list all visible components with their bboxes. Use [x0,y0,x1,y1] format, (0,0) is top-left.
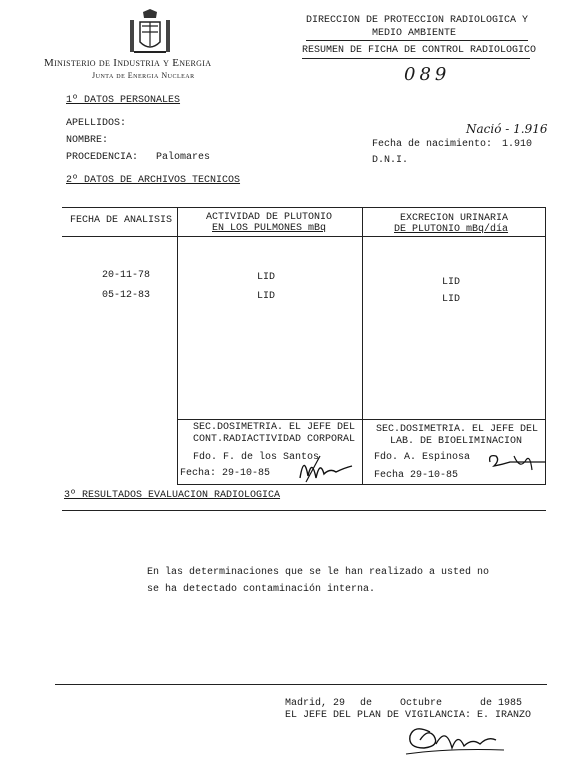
table-row-2-urine: LID [442,294,461,305]
dni-label: D.N.I. [372,155,409,166]
signature-right-mark [484,450,550,476]
ministry-name: Ministerio de Industria y Energia [44,57,212,69]
table-row-1-urine: LID [442,277,461,288]
signature-right-title-2: LAB. DE BIOELIMINACION [390,436,523,447]
footer-de-1: de [360,698,373,709]
section-technical-title: 2º DATOS DE ARCHIVOS TECNICOS [66,175,241,186]
agency-name: Junta de Energia Nuclear [92,71,195,80]
signature-left-name: Fdo. F. de los Santos [193,452,320,463]
handwritten-birth-note: Nació - 1.916 [466,122,548,136]
handwritten-file-number: 089 [404,64,451,85]
signature-right-name: Fdo. A. Espinosa [374,452,471,463]
signature-left-title-1: SEC.DOSIMETRIA. EL JEFE DEL [193,422,356,433]
footer-month: Octubre [400,698,443,709]
section-personal-title: 1º DATOS PERSONALES [66,95,181,106]
nombre-label: NOMBRE: [66,135,109,146]
column-header-lung-line2: EN LOS PULMONES mBq [212,223,327,234]
procedencia-value: Palomares [156,152,211,163]
footer-signer: EL JEFE DEL PLAN DE VIGILANCIA: E. IRANZO [285,710,532,721]
column-header-urine-line2: DE PLUTONIO mBq/día [394,224,509,235]
apellidos-label: APELLIDOS: [66,118,127,129]
table-row-2-lung: LID [257,291,276,302]
signature-left-date: Fecha: 29-10-85 [180,468,271,479]
footer-year: de 1985 [480,698,523,709]
results-text-line-2: se ha detectado contaminación interna. [147,584,376,595]
table-row-1-lung: LID [257,272,276,283]
table-row-1-date: 20-11-78 [102,270,151,281]
section-results-title: 3º RESULTADOS EVALUACION RADIOLOGICA [64,490,281,501]
direction-line-2: MEDIO AMBIENTE [372,28,457,39]
column-header-urine-line1: EXCRECION URINARIA [400,213,509,224]
table-row-2-date: 05-12-83 [102,290,151,301]
signature-right-title-1: SEC.DOSIMETRIA. EL JEFE DEL [376,424,539,435]
direction-line-1: DIRECCION DE PROTECCION RADIOLOGICA Y [306,15,529,26]
coat-of-arms-icon [128,8,172,58]
signature-left-title-2: CONT.RADIACTIVIDAD CORPORAL [193,434,356,445]
form-title: RESUMEN DE FICHA DE CONTROL RADIOLOGICO [302,45,537,56]
signature-right-date: Fecha 29-10-85 [374,470,459,481]
results-text-line-1: En las determinaciones que se le han realizado a usted no [147,567,490,578]
column-header-lung-line1: ACTIVIDAD DE PLUTONIO [206,212,333,223]
birth-date-label: Fecha de nacimiento: [372,139,493,150]
footer-place: Madrid, 29 [285,698,346,709]
footer-signature-mark [400,718,510,762]
procedencia-label: PROCEDENCIA: [66,152,139,163]
column-header-date: FECHA DE ANALISIS [70,215,173,226]
birth-date-value: 1.910 [502,139,533,150]
signature-left-mark [296,448,356,488]
